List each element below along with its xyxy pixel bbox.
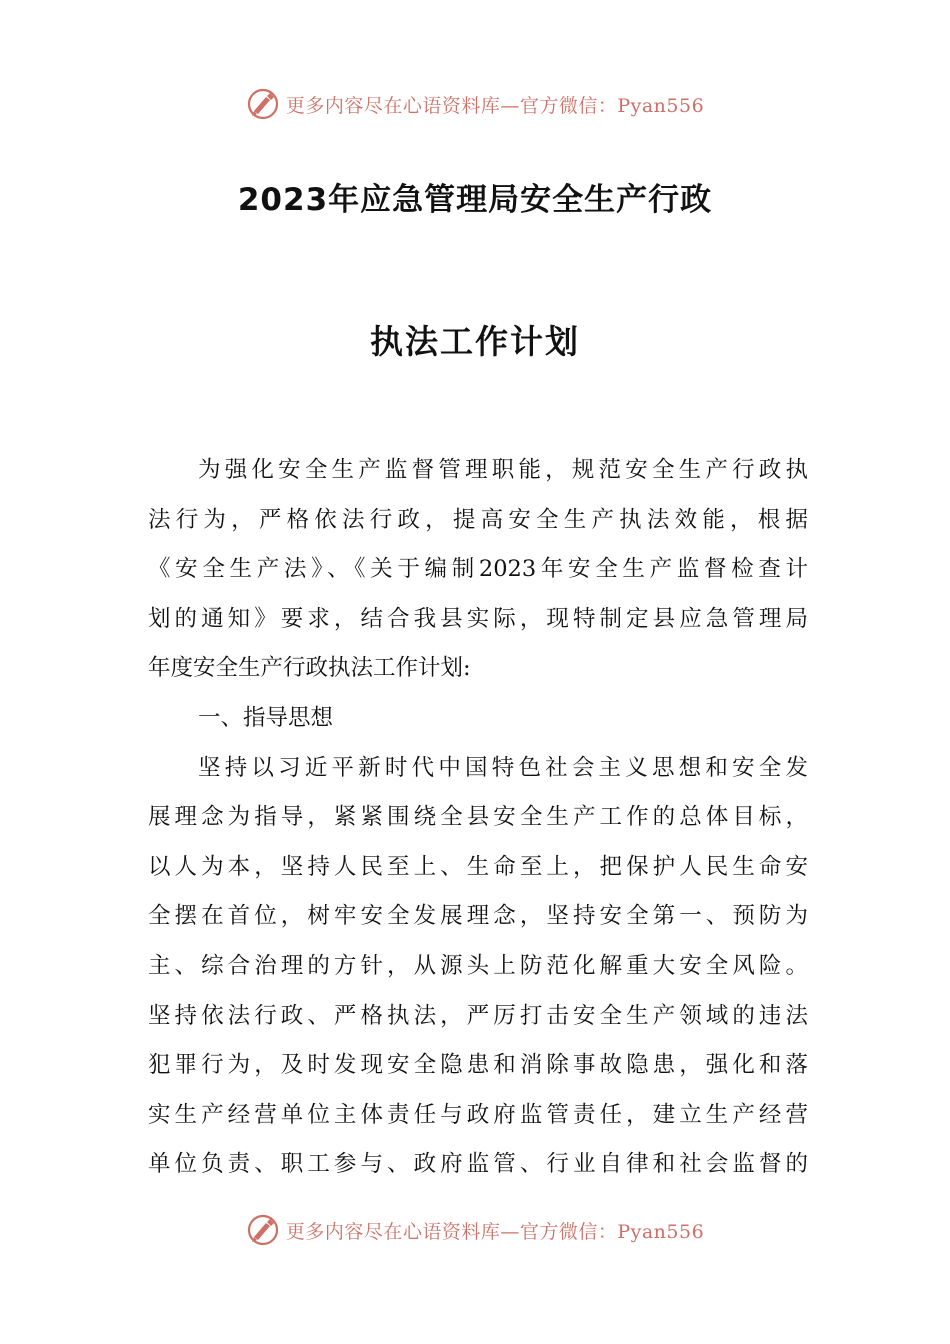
body-line: 《安全生产法》、《关于编制2023年安全生产监督检查计 [148,556,808,583]
watermark-text: 更多内容尽在心语资料库—官方微信：Pyan556 [285,1220,705,1243]
body-line: 犯罪行为，及时发现安全隐患和消除事故隐患，强化和落 [148,1052,808,1079]
body-line: 主、综合治理的方针，从源头上防范化解重大安全风险。 [148,952,808,979]
body-line: 展理念为指导，紧紧围绕全县安全生产工作的总体目标， [148,804,808,831]
watermark-text: 更多内容尽在心语资料库—官方微信：Pyan556 [285,94,705,117]
pen-logo-icon [246,1213,280,1247]
body-line: 实生产经营单位主体责任与政府监管责任，建立生产经营 [148,1101,808,1128]
watermark-header [0,84,950,124]
document-title-line-1: 2023年应急管理局安全生产行政 [237,182,713,218]
body-line: 法行为，严格依法行政，提高安全生产执法效能，根据 [148,506,808,533]
pen-logo-icon [246,87,280,121]
document-body [148,446,808,1190]
body-line: 为强化安全生产监督管理职能，规范安全生产行政执 [198,457,808,483]
body-line: 单位负责、职工参与、政府监管、行业自律和社会监督的 [148,1151,808,1178]
watermark-footer [0,1210,950,1250]
body-line: 划的通知》要求，结合我县实际，现特制定县应急管理局 [148,605,808,632]
body-line: 以人为本，坚持人民至上、生命至上，把保护人民生命安 [148,853,808,880]
body-line: 年度安全生产行政执法工作计划: [148,655,471,682]
body-line: 全摆在首位，树牢安全发展理念，坚持安全第一、预防为 [148,903,808,930]
document-title-line-2: 执法工作计划 [370,322,580,361]
body-line: 坚持以习近平新时代中国特色社会主义思想和安全发 [198,754,808,781]
section-heading: 一、指导思想 [198,704,334,731]
body-line: 坚持依法行政、严格执法，严厉打击安全生产领域的违法 [148,1002,808,1029]
